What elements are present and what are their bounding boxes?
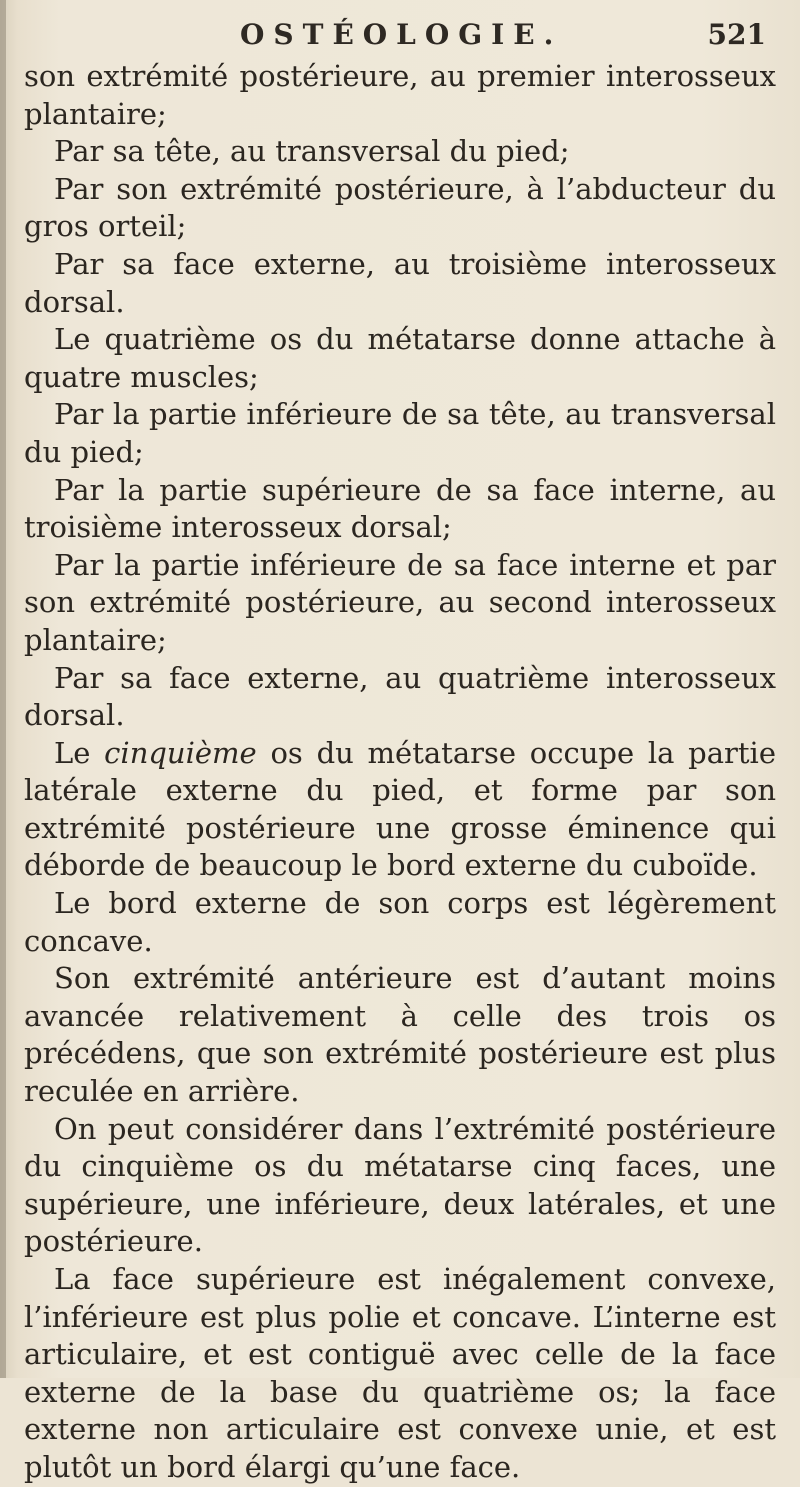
paragraph-continuation: son extrémité postérieure, au premier interosseux plantaire; bbox=[24, 59, 776, 131]
paragraph: La face supérieure est inégalement convexe, l’inférieure est plus polie et concave. L’interne est articulaire, et est contiguë avec celle de la face externe de la base du quatrième os; la face externe non articulaire est convexe unie, et est plutôt un bord élargi qu’une face. bbox=[24, 1262, 776, 1484]
paragraph: Le quatrième os du métatarse donne attache à quatre muscles; bbox=[24, 322, 776, 394]
paragraph: Par la partie inférieure de sa face interne et par son extrémité postérieure, au second interosseux plantaire; bbox=[24, 547, 776, 657]
paragraph-lead: Le bbox=[54, 735, 105, 770]
page-binding-edge bbox=[0, 0, 6, 1378]
italic-term: cinquième bbox=[104, 735, 257, 770]
page-number: 521 bbox=[707, 18, 766, 51]
running-head: OSTÉOLOGIE. bbox=[240, 18, 563, 51]
paragraph bbox=[24, 735, 776, 885]
page-header bbox=[0, 14, 800, 58]
paragraph: Par la partie supérieure de sa face interne, au troisième interosseux dorsal; bbox=[24, 472, 776, 545]
paragraph: Par sa face externe, au quatrième interosseux dorsal. bbox=[24, 660, 776, 733]
body-text bbox=[24, 58, 776, 1487]
paragraph: Par la partie inférieure de sa tête, au transversal du pied; bbox=[24, 397, 776, 469]
paragraph: On peut considérer dans l’extrémité postérieure du cinquième os du métatarse cinq faces, une supérieure, une inférieure, deux latérales, et une postérieure. bbox=[24, 1111, 776, 1259]
paragraph: Par sa tête, au transversal du pied; bbox=[54, 134, 570, 169]
paragraph: Le bord externe de son corps est légèrement concave. bbox=[24, 886, 776, 958]
paragraph: Par son extrémité postérieure, à l’abducteur du gros orteil; bbox=[24, 171, 776, 244]
paragraph-rest: os du métatarse occupe la partie latérale externe du pied, et forme par son extrémité postérieure une grosse éminence qui déborde de beaucoup le bord externe du cuboïde. bbox=[24, 735, 776, 883]
paragraph: Par sa face externe, au troisième interosseux dorsal. bbox=[24, 246, 776, 319]
paragraph: Son extrémité antérieure est d’autant moins avancée relativement à celle des trois os précédens, que son extrémité postérieure est plus reculée en arrière. bbox=[24, 961, 776, 1109]
